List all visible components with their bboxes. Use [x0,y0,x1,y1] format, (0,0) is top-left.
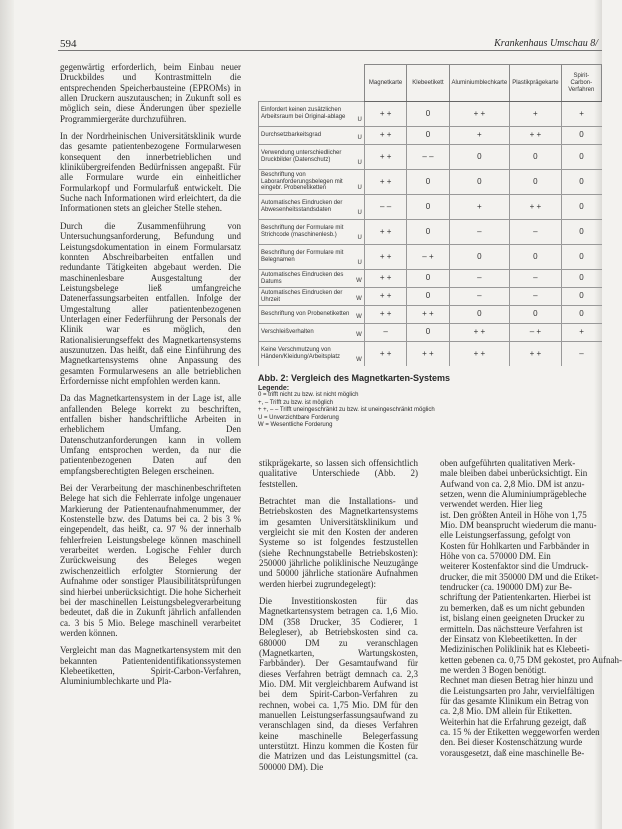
text-line: Weiterhin hat die Erfahrung gezeigt, daß [440,716,587,727]
figure-caption: Abb. 2: Vergleich des Magnetkarten-Systems [258,373,451,383]
paragraph: Vergleicht man das Magnetkartensystem mit den bekannten Patientenidentifikationssystemen Klebeetiketten, Spirit-Carbon-Verfahren, Aluminiumblechkarte und Pla- [60,645,241,687]
rating-cell: 0 [407,288,449,306]
rating-cell: + + [449,342,510,367]
text-line: setzen, wenn die Aluminiumprägebleche [440,489,587,500]
rating-cell: 0 [407,270,449,288]
rating-cell: – [510,220,561,245]
text-line: zu bemerken, daß es um nicht gebunden [440,602,585,613]
rating-cell: – – [364,195,407,220]
rating-cell: – + [407,245,449,270]
table-row [259,220,602,245]
page-number: 594 [60,38,77,50]
rating-cell: + + [510,127,561,145]
rating-cell: 0 [561,288,601,306]
text-line: Höhe von ca. 570000 DM. Ein [440,551,551,562]
figure-legend [258,385,602,429]
column-header: Aluminiumblechkarte [449,65,510,102]
rating-cell: 0 [561,270,601,288]
text-line: für das gesamte Klinikum ein Betrag von [440,695,589,706]
table-row [259,342,602,367]
requirement-class: U [357,260,362,267]
rating-cell: 0 [561,306,601,324]
table-row [259,195,602,220]
paragraph: Durch die Zusammenführung von Untersuchungsanforderung, Befundung und Leistungsdokumentation in einem Formularsatz konnten Abschreibarbeiten entfallen und redundante Tätigkeiten abgebaut werden. Die maschinenlesbare Ausgestaltung der Leistungsbelege ließ umfangreiche Datenerfassungsarbeiten entfallen. Infolge der Umgestaltung aller patientenbezogenen Unterlagen einer Federführung der Personals der Klinik war es möglich, den Rationalisierungseffekt des Magnetkartensystems auszunutzen. Das heißt, daß eine Einführung des Magnetkartensystems ohne Anpassung des gesamten Formularwesens an alle betrieblichen Erfordernisse nicht empfohlen werden kann. [60,220,241,386]
text-line: ketten gebenen ca. 0,75 DM gekostet, pro Aufnah- [440,654,622,665]
criterion-label: Durchsetzbarkeitsgrad [261,132,322,139]
legend-item: + +, – – Trifft uneingeschränkt zu bzw. ist uneingeschränkt möglich [258,407,435,414]
rating-cell: + [510,102,561,127]
legend-item: +, – Trifft zu bzw. ist möglich [258,399,334,406]
text-line: Rechnet man diesen Betrag hier hinzu und [440,675,593,686]
rating-cell: – [449,270,510,288]
rating-cell: + [449,127,510,145]
requirement-class: U [357,160,362,167]
right-text-column [440,458,622,758]
rating-cell: 0 [407,195,449,220]
table-row [259,306,602,324]
table-row [259,245,602,270]
legend-item: 0 = trifft nicht zu bzw. ist nicht möglich [258,392,359,399]
criterion-cell [259,170,365,195]
paragraph: Bei der Verarbeitung der maschinenbeschrifteten Belege hat sich die Fehlerrate infolge ungenauer Markierung der Patientenaufnahmenummer, der Kostenstelle bzw. des Datums bei ca. 2 bis 3 % eingependelt, das heißt, ca. 97 % der innerhalb fehlerfreien Leistungsbelege können maschinell verarbeitet werden. Logische Fehler durch Zurückweisung des Beleges wegen zwischenzeitlich erfolgter Stornierung der Aufnahme oder sonstiger Plausibilitätsprüfungen sind hierbei unberücksichtigt. Die hohe Sicherheit bei der maschinellen Leistungsbelegverarbeitung bedeutet, daß die in Zukunft jährlich anfallenden ca. 3 bis 5 Mio. Belege maschinell verarbeitet werden können. [60,483,241,638]
running-head: Krankenhaus Umschau 8/ [494,38,598,49]
rating-cell: 0 [510,170,561,195]
comparison-figure [258,64,602,429]
criterion-label: Beschriftung der Formulare mit Strichcode (maschinenlesb.) [261,225,344,238]
rating-cell: + [449,195,510,220]
rating-cell: + + [449,102,510,127]
rating-cell: – [449,288,510,306]
text-line: Mio. DM beansprucht wiederum die manu- [440,520,597,531]
criterion-label: Automatisches Eindrucken des Datums [261,271,344,285]
text-line: drucker, die mit 350000 DM und die Etiket- [440,571,599,582]
text-line: tendrucker (ca. 190000 DM) zur Be- [440,582,572,593]
table-row [259,324,602,342]
text-line: die Leistungsarten pro Jahr, vervielfältigen [440,685,595,696]
rating-cell: + + [364,288,407,306]
legend-item: U = Unverzichtbare Forderung [258,414,339,421]
paragraph: Die Investitionskosten für das Magnetkartensystem betragen ca. 1,6 Mio. DM (358 Drucker, 35 Codierer, 1 Belegleser), ab Betriebskosten sind ca. 680000 DM zu veranschlagen (Magnetkarten, Wartungskosten, Farbbänder). Der Gesamtaufwand für dieses Verfahren beträgt demnach ca. 2,3 Mio. DM. Mit vergleichbarem Aufwand ist bei dem Spirit-Carbon-Verfahren zu rechnen, wobei ca. 1,75 Mio. DM für den manuellen Leistungserfassungsaufwand zu veranschlagen sind, da dieses Verfahren keine maschinelle Belegerfassung unterstützt. Hinzu kommen die Kosten für die Matrizen und das Leistungsmittel (ca. 500000 DM). Die [259,596,418,772]
legend-title: Legende: [258,385,290,392]
rating-cell: 0 [561,220,601,245]
left-text-column [60,62,241,694]
text-line: me werden 3 Bogen benötigt. [440,664,547,675]
requirement-class: U [357,135,362,142]
rating-cell: 0 [561,195,601,220]
rating-cell: + [561,324,601,342]
criterion-cell [259,306,365,324]
paragraph: stikprägekarte, so lassen sich offensichtlich qualitative Unterschiede (Abb. 2) feststellen. [259,458,418,489]
requirement-class: W [356,357,362,364]
criterion-cell [259,324,365,342]
table-header-row [259,65,602,102]
requirement-class: W [356,278,362,285]
rating-cell: – + [510,324,561,342]
criterion-label: Beschriftung von Probenetiketten [261,311,350,318]
text-line: ist. Den größten Anteil in Höhe von 1,75 [440,509,587,520]
rating-cell: 0 [510,145,561,170]
rating-cell: – [510,288,561,306]
rating-cell: + + [364,270,407,288]
rating-cell: 0 [561,145,601,170]
table-body [259,102,602,367]
middle-text-column [259,458,418,779]
rating-cell: 0 [449,145,510,170]
column-header: Magnetkarte [364,65,407,102]
text-line: schriftung der Patientenkarten. Hierbei ist [440,592,591,603]
table-row [259,270,602,288]
rating-cell: + + [364,306,407,324]
rating-cell: 0 [407,220,449,245]
text-line: ist, bislang einen geeigneten Drucker zu [440,613,585,624]
rating-cell: + + [364,245,407,270]
text-line: male bleiben dabei unberücksichtigt. Ein [440,468,588,479]
text-line: vorausgesetzt, daß eine maschinelle Be- [440,747,585,758]
criterion-cell [259,270,365,288]
text-line: den. Bei dieser Kostenschätzung wurde [440,737,583,748]
criterion-label: Beschriftung von Laboranforderungsbelegen mit eingebr. Probenetiketten [261,172,343,192]
column-header: Klebeetikett [407,65,449,102]
criterion-label: Automatisches Eindrucken der Abwesenheitsstandsdaten [261,200,343,213]
rating-cell: + + [364,102,407,127]
rating-cell: 0 [561,127,601,145]
rating-cell: 0 [407,324,449,342]
requirement-class: U [357,185,362,192]
page-edge-left [0,0,14,829]
table-row [259,102,602,127]
rating-cell: + [561,102,601,127]
criterion-cell [259,102,365,127]
table-row [259,145,602,170]
rating-cell: 0 [449,170,510,195]
paragraph: In der Nordrheinischen Universitätsklinik wurde das gesamte patientenbezogene Formularwesen konsequent den innerbetrieblichen und klinikübergreifenden Bedürfnissen angepaßt. Für alle Formulare wurde ein einheitlicher Formularkopf und Formularfuß entwickelt. Die Suche nach Informationen wird erleichtert, da die Informationen stets an gleicher Stelle stehen. [60,131,241,214]
text-line: ermitteln. Das nächstteure Verfahren ist [440,623,583,634]
requirement-class: W [356,296,362,303]
rating-cell: + + [364,342,407,367]
criterion-label: Automatisches Eindrucken der Uhrzeit [261,289,343,303]
criterion-label: Keine Verschmutzung von Händen/Kleidung/Arbeitsplatz [261,347,341,360]
requirement-class: U [357,235,362,242]
rating-cell: + + [449,324,510,342]
rating-cell: + + [364,220,407,245]
requirement-class: W [356,332,362,339]
rating-cell: + + [364,170,407,195]
criterion-cell [259,220,365,245]
table-row [259,288,602,306]
criterion-cell [259,245,365,270]
rating-cell: 0 [561,245,601,270]
rating-cell: 0 [510,245,561,270]
table-row [259,127,602,145]
text-line: ca. 2,8 Mio. DM allein für Etiketten. [440,706,572,717]
rating-cell: + + [510,342,561,367]
text-line: elle Leistungserfassung, gefolgt von [440,530,571,541]
rating-cell: 0 [449,306,510,324]
requirement-class: W [356,314,362,321]
paragraph: gegenwärtig erforderlich, beim Einbau neuer Druckbildes und Kontrastmitteln die entsprechenden Speicherbausteine (EPROMs) in allen Druckern auszutauschen; in Zukunft soll es möglich sein, diese Änderungen über spezielle Programmiergeräte durchzuführen. [60,62,241,124]
criterion-cell [259,127,365,145]
criterion-label: Verschleißverhalten [261,329,314,336]
text-line: Kosten für Hohlkarten und Farbbänder in [440,540,590,551]
rating-cell: + + [510,195,561,220]
criterion-label: Beschriftung der Formulare mit Belegnamen [261,250,344,263]
legend-item: W = Wesentliche Forderung [258,422,333,429]
table-row [259,170,602,195]
paragraph: Da das Magnetkartensystem in der Lage ist, alle anfallenden Belege korrekt zu beschriften, entfallen bisher handschriftliche Arbeiten in erheblichem Umfang. Den Datenschutzanforderungen kann in vollem Umfang entsprochen werden, da nur die patientenbezogenen Daten auf den empfangsberechtigten Belegen erscheinen. [60,393,241,476]
comparison-table [258,64,602,366]
rating-cell: 0 [561,170,601,195]
rating-cell: – [561,342,601,367]
rating-cell: 0 [407,102,449,127]
rating-cell: + + [407,342,449,367]
rating-cell: 0 [510,306,561,324]
criterion-cell [259,195,365,220]
rating-cell: 0 [407,170,449,195]
rating-cell: – – [407,145,449,170]
paragraph: Betrachtet man die Installations- und Betriebskosten des Magnetkartensystems im gesamten Universitätsklinikum und vergleicht sie mit den Kosten der anderen Systeme so ist folgendes festzustellen (siehe Rechnungstabelle Betriebskosten): 250000 jährliche poliklinische Neuzugänge und 50000 jährliche stationäre Aufnahmen werden hierbei zugrundegelegt): [259,496,418,589]
rating-cell: – [449,220,510,245]
text-line: der Einsatz von Klebeetiketten. In der [440,633,577,644]
criterion-cell [259,145,365,170]
criterion-cell [259,288,365,306]
requirement-class: U [357,117,362,124]
criterion-cell [259,342,365,367]
rating-cell: – [364,324,407,342]
rating-cell: – [510,270,561,288]
criterion-label: Einfordert keinen zusätzlichen Arbeitsraum bei Original-ablage [261,107,346,120]
column-header: Spirit-Carbon-Verfahren [561,65,601,102]
text-line: oben aufgeführten qualitativen Merk- [440,458,576,468]
text-line: Medizinischen Poliklinik hat es Klebeeti- [440,644,590,655]
column-header: Plastikprägekarte [510,65,561,102]
header-rule [58,50,602,51]
criterion-label: Verwendung unterschiedlicher Druckbilder (Datenschutz) [261,150,342,163]
text-line: verwendet werden. Hier lieg [440,499,543,510]
text-line: Aufwand von ca. 2,8 Mio. DM ist anzu- [440,478,585,489]
rating-cell: 0 [449,245,510,270]
rating-cell: 0 [407,127,449,145]
requirement-class: U [357,210,362,217]
header-corner [259,65,365,102]
text-line: weiterer Kostenfaktor sind die Umdruck- [440,561,589,572]
rating-cell: + + [364,127,407,145]
rating-cell: + + [364,145,407,170]
text-line: ca. 15 % der Etiketten weggeworfen werden [440,726,600,737]
rating-cell: + + [407,306,449,324]
